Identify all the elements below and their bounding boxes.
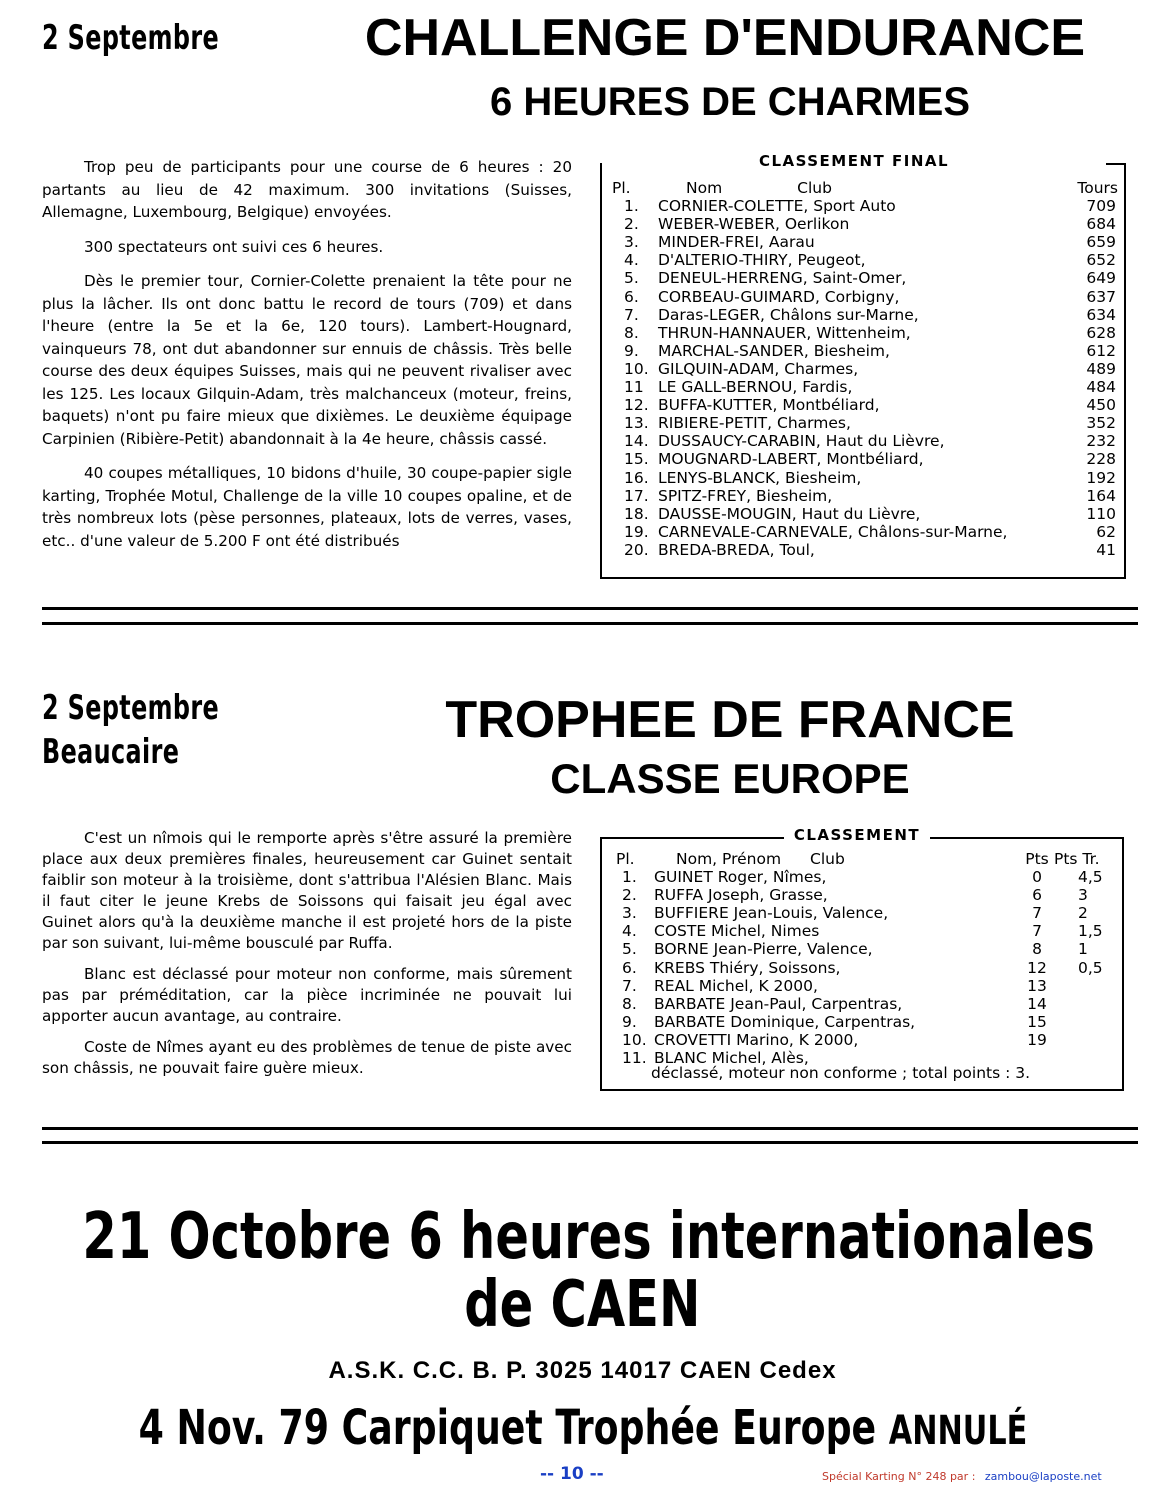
col-pl: Pl.: [612, 179, 631, 197]
cell-name: GILQUIN-ADAM, Charmes,: [658, 359, 859, 378]
divider: [42, 622, 1138, 625]
table-row: [616, 940, 1116, 958]
section2-results-table: [616, 850, 1116, 1067]
col-pl: Pl.: [616, 850, 635, 868]
table-row: [612, 487, 1118, 505]
results-title: CLASSEMENT: [784, 826, 930, 844]
cell-name: DENEUL-HERRENG, Saint-Omer,: [658, 269, 907, 288]
cell-pl: 1.: [622, 868, 637, 887]
cell-pts-tr: 2: [1078, 904, 1088, 923]
cell-name: LE GALL-BERNOU, Fardis,: [658, 378, 853, 397]
cell-pts: 7: [1032, 904, 1042, 923]
section1-title: CHALLENGE D'ENDURANCE: [364, 9, 1086, 67]
table-row: [612, 396, 1118, 414]
cell-pl: 20.: [624, 540, 649, 559]
section2-results-box: [600, 826, 1124, 1091]
table-row: [616, 922, 1116, 940]
cell-name: SPITZ-FREY, Biesheim,: [658, 486, 833, 505]
cell-pl: 4.: [622, 922, 637, 941]
col-nom-club: Nom Club: [686, 179, 832, 197]
cell-pl: 6.: [624, 287, 639, 306]
cell-tours: 649: [1086, 269, 1116, 288]
results-footnote: déclassé, moteur non conforme ; total points : 3.: [651, 1064, 1031, 1082]
cell-tours: 652: [1086, 251, 1116, 270]
cell-pts: 13: [1027, 976, 1047, 995]
cell-pl: 3.: [622, 904, 637, 923]
cell-pts-tr: [1054, 1013, 1116, 1031]
cell-pl: 16.: [624, 468, 649, 487]
table-row: [612, 505, 1118, 523]
col-pts: Pts: [1025, 850, 1049, 868]
divider: [42, 1127, 1138, 1130]
cell-name: MARCHAL-SANDER, Biesheim,: [658, 341, 890, 360]
cell-tours: 192: [1086, 468, 1116, 487]
cell-pts: 7: [1032, 922, 1042, 941]
cell-pl: 14.: [624, 432, 649, 451]
cell-pts: 14: [1027, 994, 1047, 1013]
cell-name: BORNE Jean-Pierre, Valence,: [654, 940, 873, 959]
promo-cancelled-line: 4 Nov. 79 Carpiquet Trophée Europe ANNULÉ: [138, 1400, 1027, 1456]
cell-tours: 450: [1086, 396, 1116, 415]
col-pts-tr: Pts Tr.: [1054, 850, 1100, 868]
section2-subtitle: CLASSE EUROPE: [550, 755, 910, 802]
cell-pl: 12.: [624, 396, 649, 415]
cell-name: CORBEAU-GUIMARD, Corbigny,: [658, 287, 900, 306]
cell-name: KREBS Thiéry, Soissons,: [654, 958, 841, 977]
col-tours: Tours: [1077, 179, 1118, 197]
cell-pl: 5.: [622, 940, 637, 959]
page-number: -- 10 --: [540, 1464, 604, 1484]
cell-pl: 13.: [624, 414, 649, 433]
table-row: [616, 959, 1116, 977]
results-title: CLASSEMENT FINAL: [749, 152, 959, 170]
promo-location: de CAEN: [464, 1268, 701, 1342]
cell-tours: 628: [1086, 323, 1116, 342]
table-row: [612, 523, 1118, 541]
cell-pl: 15.: [624, 450, 649, 469]
table-row: [612, 450, 1118, 468]
cell-name: D'ALTERIO-THIRY, Peugeot,: [658, 251, 866, 270]
cell-name: DAUSSE-MOUGIN, Haut du Lièvre,: [658, 504, 921, 523]
cell-pts-tr: 1,5: [1078, 922, 1103, 941]
cell-pl: 4.: [624, 251, 639, 270]
section2-article: [42, 828, 572, 1089]
cell-pl: 19.: [624, 522, 649, 541]
table-row: [612, 414, 1118, 432]
table-row: [612, 269, 1118, 287]
cancelled-label: ANNULÉ: [888, 1408, 1027, 1454]
cell-pts: 15: [1027, 1012, 1047, 1031]
cell-pts: 0: [1032, 868, 1042, 887]
table-row: [612, 541, 1118, 559]
table-header: [616, 850, 1116, 868]
cell-tours: 41: [1096, 540, 1116, 559]
table-row: [612, 360, 1118, 378]
section2-title: TROPHEE DE FRANCE: [445, 691, 1015, 749]
section1-results-box: [600, 152, 1126, 579]
table-row: [612, 324, 1118, 342]
paragraph: Trop peu de participants pour une course de 6 heures : 20 partants au lieu de 42 maximum. 300 invitations (Suisses, Allemagne, Luxembourg, Belgique) envoyées.: [42, 158, 572, 221]
paragraph: C'est un nîmois qui le remporte après s'être assuré la première place aux deux premières finales, heureusement car Guinet sentait faiblir son moteur à la troisième, dont s'attribua l'Alésien Blanc. Mais il faut citer le jeune Krebs de Soissons qui faisait jeu égal avec Guinet alors qu'à la deuxième manche il est projeté hors de la piste par son suivant, lui-même bousculé par Ruffa.: [42, 829, 572, 952]
cell-tours: 634: [1086, 305, 1116, 324]
promo-address: A.S.K. C.C. B. P. 3025 14017 CAEN Cedex: [328, 1357, 837, 1384]
section2-place: Beaucaire: [42, 732, 180, 772]
table-row: [612, 251, 1118, 269]
cell-name: Daras-LEGER, Châlons sur-Marne,: [658, 305, 919, 324]
cell-tours: 709: [1086, 197, 1116, 216]
table-row: [612, 197, 1118, 215]
footer-credit: [822, 1470, 1102, 1483]
cell-pl: 3.: [624, 233, 639, 252]
table-header: [612, 179, 1118, 197]
cell-pts-tr: 1: [1078, 940, 1088, 959]
cell-tours: 232: [1086, 432, 1116, 451]
cell-pts-tr: 3: [1078, 886, 1088, 905]
cell-name: RUFFA Joseph, Grasse,: [654, 886, 828, 905]
cell-tours: 684: [1086, 215, 1116, 234]
cell-tours: 62: [1096, 522, 1116, 541]
table-row: [616, 995, 1116, 1013]
cell-name: MINDER-FREI, Aarau: [658, 233, 815, 252]
cell-name: BARBATE Jean-Paul, Carpentras,: [654, 994, 903, 1013]
cell-name: BREDA-BREDA, Toul,: [658, 540, 815, 559]
cell-pl: 8.: [624, 323, 639, 342]
section1-subtitle: 6 HEURES DE CHARMES: [489, 80, 971, 124]
paragraph: 40 coupes métalliques, 10 bidons d'huile, 30 coupe-papier sigle karting, Trophée Motul, Challenge de la ville 10 coupes opaline, et de très nombreux lots (pèse personnes, plateaux, lots de verres, vases, etc.. d'une valeur de 5.200 F ont été distribués: [42, 464, 572, 550]
cell-pl: 8.: [622, 994, 637, 1013]
cell-pl: 9.: [622, 1012, 637, 1031]
cell-pts-tr: [1054, 977, 1116, 995]
cell-name: COSTE Michel, Nimes: [654, 922, 820, 941]
cell-tours: 228: [1086, 450, 1116, 469]
cell-pts-tr: 0,5: [1078, 958, 1103, 977]
divider: [42, 607, 1138, 610]
table-row: [612, 378, 1118, 396]
cell-name: DUSSAUCY-CARABIN, Haut du Lièvre,: [658, 432, 945, 451]
table-row: [612, 432, 1118, 450]
section1-date: 2 Septembre: [42, 18, 220, 58]
cell-pts: 8: [1032, 940, 1042, 959]
cell-name: LENYS-BLANCK, Biesheim,: [658, 468, 862, 487]
cell-name: GUINET Roger, Nîmes,: [654, 868, 827, 887]
cell-name: REAL Michel, K 2000,: [654, 976, 818, 995]
cell-pl: 10.: [622, 1030, 647, 1049]
paragraph: Blanc est déclassé pour moteur non conforme, mais sûrement pas par préméditation, car la pièce incriminée ne pouvait lui apporter aucun avantage, au contraire.: [42, 965, 572, 1025]
cell-tours: 352: [1086, 414, 1116, 433]
cell-pl: 17.: [624, 486, 649, 505]
table-row: [612, 342, 1118, 360]
cell-tours: 637: [1086, 287, 1116, 306]
cell-pl: 5.: [624, 269, 639, 288]
table-row: [616, 1031, 1116, 1049]
cell-pts-tr: [1054, 1031, 1116, 1049]
col-nom-club: Nom, Prénom Club: [676, 850, 845, 868]
cell-tours: 110: [1086, 504, 1116, 523]
table-row: [612, 233, 1118, 251]
cell-pl: 6.: [622, 958, 637, 977]
cell-pts-tr: [1054, 1049, 1116, 1067]
cell-pl: 7.: [624, 305, 639, 324]
cell-pl: 2.: [624, 215, 639, 234]
cell-name: BUFFA-KUTTER, Montbéliard,: [658, 396, 880, 415]
cell-pts-tr: [1054, 995, 1116, 1013]
cell-pl: 10.: [624, 359, 649, 378]
section2-date: 2 Septembre: [42, 688, 220, 728]
cell-pl: 1.: [624, 197, 639, 216]
table-row: [616, 1013, 1116, 1031]
cell-pl: 2.: [622, 886, 637, 905]
table-row: [616, 886, 1116, 904]
cell-name: MOUGNARD-LABERT, Montbéliard,: [658, 450, 924, 469]
cell-tours: 164: [1086, 486, 1116, 505]
paragraph: 300 spectateurs ont suivi ces 6 heures.: [84, 237, 384, 256]
cell-pl: 18.: [624, 504, 649, 523]
cell-pl: 7.: [622, 976, 637, 995]
cell-name: WEBER-WEBER, Oerlikon: [658, 215, 850, 234]
cell-pl: 9.: [624, 341, 639, 360]
cell-pts: 12: [1027, 958, 1047, 977]
cell-tours: 489: [1086, 359, 1116, 378]
paragraph: Dès le premier tour, Cornier-Colette prenaient la tête pour ne plus la lâcher. Ils ont donc battu le record de tours (709) et dans l'heure (entre la 5e et la 6e, 120 tours). Lambert-Hougnard, vainqueurs 78, ont dut abandonner sur ennuis de châssis. Très belle course des deux équipes Suisses, mais qui ne peuvent rivaliser avec les 125. Les locaux Gilquin-Adam, très malchanceux (moteur, freins, baquets) n'ont pu faire mieux que dixièmes. Le deuxième équipage Carpinien (Ribière-Petit) abandonnait à la 4e heure, châssis cassé.: [42, 272, 572, 448]
cell-name: RIBIERE-PETIT, Charmes,: [658, 414, 851, 433]
table-row: [612, 469, 1118, 487]
cell-name: CARNEVALE-CARNEVALE, Châlons-sur-Marne,: [658, 522, 1008, 541]
cell-name: BARBATE Dominique, Carpentras,: [654, 1012, 916, 1031]
section1-results-table: [612, 179, 1118, 559]
table-row: [612, 306, 1118, 324]
table-row: [616, 868, 1116, 886]
cell-name: CROVETTI Marino, K 2000,: [654, 1030, 859, 1049]
cell-tours: 484: [1086, 378, 1116, 397]
table-row: [612, 215, 1118, 233]
cell-pl: 11: [624, 378, 644, 397]
cell-pts: 19: [1027, 1030, 1047, 1049]
table-row: [612, 288, 1118, 306]
promo-headline: 21 Octobre 6 heures internationales: [82, 1200, 1095, 1274]
cell-name: BUFFIERE Jean-Louis, Valence,: [654, 904, 889, 923]
table-row: [616, 904, 1116, 922]
cell-pl: 11.: [622, 1049, 647, 1068]
cell-tours: 659: [1086, 233, 1116, 252]
cell-pts: 6: [1032, 886, 1042, 905]
table-row: [616, 977, 1116, 995]
cell-tours: 612: [1086, 341, 1116, 360]
divider: [42, 1141, 1138, 1144]
paragraph: Coste de Nîmes ayant eu des problèmes de tenue de piste avec son châssis, ne pouvait faire guère mieux.: [42, 1038, 572, 1077]
cell-name: THRUN-HANNAUER, Wittenheim,: [658, 323, 911, 342]
cell-pts-tr: 4,5: [1078, 868, 1103, 887]
cell-name: BLANC Michel, Alès,: [654, 1049, 809, 1068]
credit-label: Spécial Karting N° 248 par :: [822, 1470, 976, 1483]
section1-article: [42, 156, 572, 564]
credit-email[interactable]: zambou@laposte.net: [984, 1470, 1102, 1483]
cell-name: CORNIER-COLETTE, Sport Auto: [658, 197, 896, 216]
